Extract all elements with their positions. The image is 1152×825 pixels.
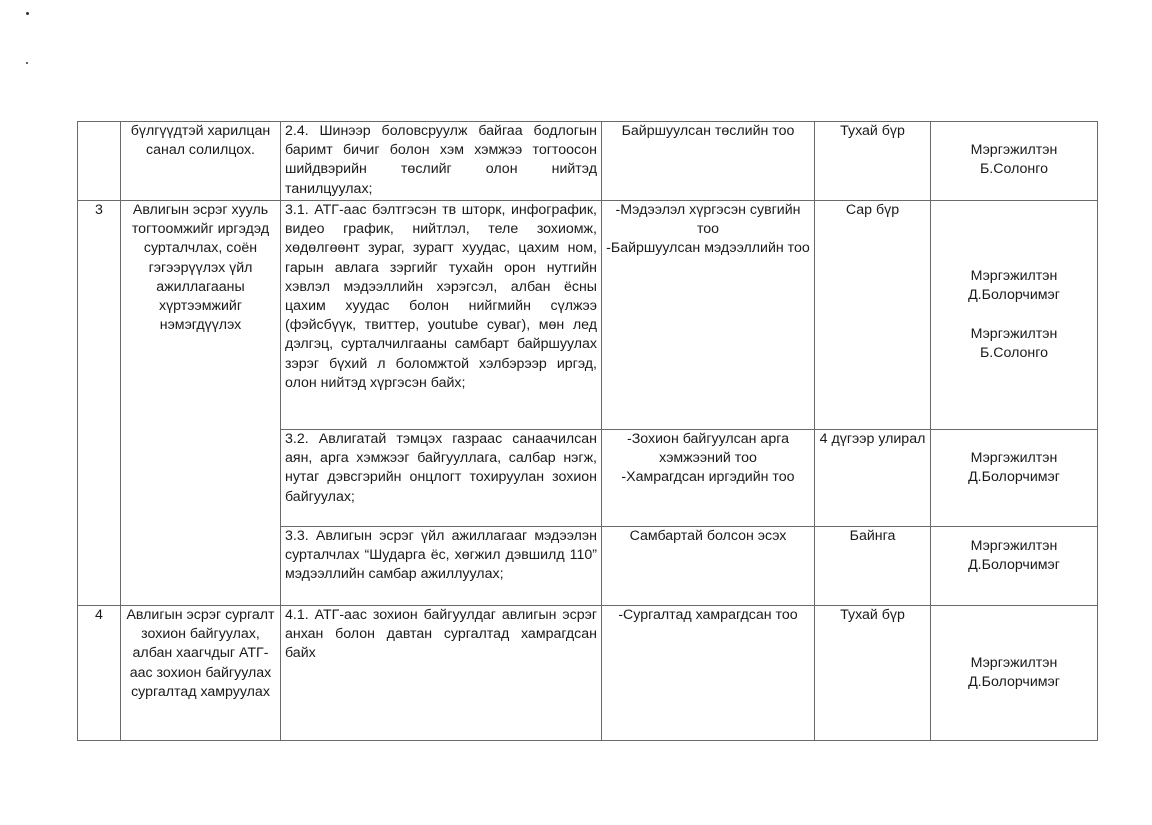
responsible-line: Мэргэжилтэн Д.Болорчимэг (968, 450, 1060, 486)
indicator-line: Байршуулсан төслийн тоо (621, 123, 795, 139)
activity-cell: 3.3. Авлигын эсрэг үйл ажиллагааг мэдээлэн сурталчлах “Шударга ёс, хөгжил дэвшилд 110” мэдээллийн самбар ажиллуулах; (281, 527, 602, 606)
activity-cell: 3.2. Авлигатай тэмцэх газраас санаачилсан аян, арга хэмжээг байгууллага, салбар нэгж, нутаг дэвсгэрийн онцлогт тохируулан зохион байгуулах; (281, 430, 602, 527)
goal-cell: Авлигын эсрэг хууль тогтоомжийг иргэдэд сурталчлах, соён гэгээрүүлэх үйл ажиллагааны хүртээмжийг нэмэгдүүлэх (121, 201, 281, 606)
activity-cell: 2.4. Шинээр боловсруулж байгаа бодлогын баримт бичиг болон хэм хэмжээ тогтоосон шийдвэрийн төслийг олон нийтэд танилцуулах; (281, 122, 602, 201)
indicator-cell (602, 527, 815, 606)
timing-cell: Байнга (815, 527, 931, 606)
responsible-line: Мэргэжилтэн Д.Болорчимэг (968, 268, 1060, 304)
responsible-cell (931, 430, 1098, 527)
scan-speck (26, 12, 29, 15)
activity-cell: 3.1. АТГ-аас бэлтгэсэн тв шторк, инфографик, видео график, нийтлэл, теле зохиомж, хөдөлгөөнт зураг, зурагт хуудас, цахим ном, гарын авлага зэргийг тухайн орон нутгийн хэвлэл мэдээллийн хэрэгсэл, албан ёсны цахим хуудас болон нийгмийн сүлжээ (фэйсбүүк, твиттер, youtube суваг), мөн лед дэлгэц, сурталчилгааны самбарт байршуулах зэрэг бүхий л боломжтой хэлбэрээр иргэд, олон нийтэд хүргэсэн байх; (281, 201, 602, 430)
table-row (78, 606, 1098, 741)
table-row (78, 122, 1098, 201)
responsible-line: Мэргэжилтэн Д.Болорчимэг (968, 654, 1060, 690)
indicator-cell (602, 201, 815, 430)
responsible-line: Мэргэжилтэн Б.Солонго (970, 325, 1058, 361)
indicator-line: -Байршуулсан мэдээллийн тоо (606, 240, 810, 257)
action-plan-table (77, 121, 1098, 741)
table-row (78, 201, 1098, 430)
responsible-cell (931, 606, 1098, 741)
activity-cell: 4.1. АТГ-аас зохион байгуулдаг авлигын эсрэг анхан болон давтан сургалтад хамрагдсан байх (281, 606, 602, 741)
responsible-line: Мэргэжилтэн Д.Болорчимэг (968, 538, 1060, 574)
indicator-line: Самбартай болсон эсэх (629, 528, 787, 544)
responsible-cell (931, 122, 1098, 201)
indicator-cell (602, 606, 815, 741)
timing-cell: 4 дүгээр улирал (815, 430, 931, 527)
responsible-cell (931, 201, 1098, 430)
indicator-cell (602, 430, 815, 527)
timing-cell: Сар бүр (815, 201, 931, 430)
scan-speck (26, 62, 28, 64)
indicator-cell (602, 122, 815, 201)
responsible-line: Мэргэжилтэн Б.Солонго (970, 142, 1058, 178)
indicator-line: -Хамрагдсан иргэдийн тоо (621, 469, 795, 486)
goal-cell: Авлигын эсрэг сургалт зохион байгуулах, албан хаагчдыг АТГ-аас зохион байгуулах сургалтад хамруулах (121, 606, 281, 741)
indicator-line: -Зохион байгуулсан арга хэмжээний тоо (627, 431, 789, 467)
responsible-cell (931, 527, 1098, 606)
timing-cell: Тухай бүр (815, 122, 931, 201)
indicator-line: -Сургалтад хамрагдсан тоо (618, 607, 798, 623)
timing-cell: Тухай бүр (815, 606, 931, 741)
goal-cell: бүлгүүдтэй харилцан санал солилцох. (121, 122, 281, 201)
item-number-cell (78, 122, 121, 201)
item-number-cell: 3 (78, 201, 121, 606)
indicator-line: -Мэдээлэл хүргэсэн сувгийн тоо (615, 202, 801, 238)
item-number-cell: 4 (78, 606, 121, 741)
